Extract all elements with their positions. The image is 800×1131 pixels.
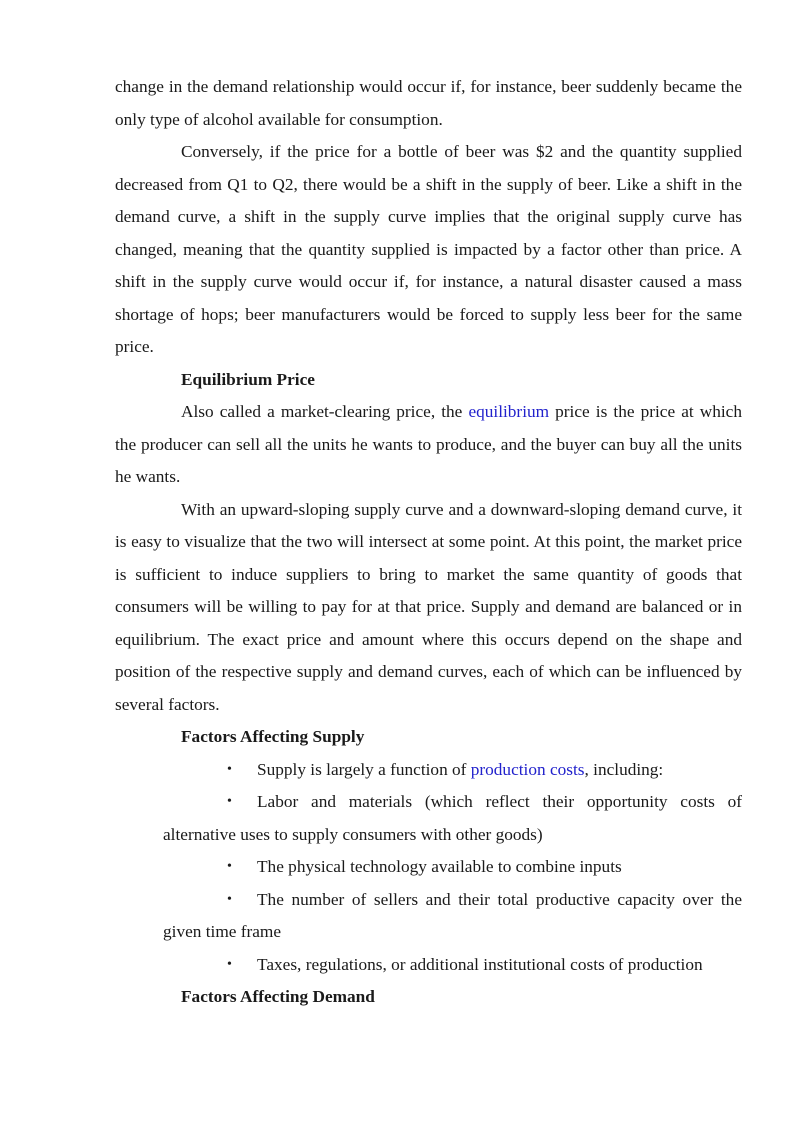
production-costs-link[interactable]: production costs	[470, 759, 585, 779]
bullet-icon: •	[227, 761, 232, 777]
paragraph-curves: With an upward-sloping supply curve and a downward-sloping demand curve, it is easy to visualize that the two will intersect at some point. At this point, the market price is sufficient to induce suppliers to bring to market the same quantity of goods that consumers will be willing to pay for at that price. Supply and demand are balanced or in equilibrium. The exact price and amount where this occurs depend on the shape and position of the respective supply and demand curves, each of which can be influenced by several factors.	[115, 499, 742, 714]
heading-equilibrium-price: Equilibrium Price	[181, 369, 315, 389]
paragraph-supply-shift: Conversely, if the price for a bottle of beer was $2 and the quantity supplied decreased from Q1 to Q2, there would be a shift in the supply of beer. Like a shift in the demand curve, a shift in the supply curve implies that the original supply curve has changed, meaning that the quantity supplied is impacted by a factor other than price. A shift in the supply curve would occur if, for instance, a natural disaster caused a mass shortage of hops; beer manufacturers would be forced to supply less beer for the same price.	[115, 142, 742, 356]
equilibrium-link[interactable]: equilibrium	[468, 402, 550, 421]
text-span: , including:	[584, 759, 664, 779]
bullet-text: Labor and materials (which reflect their opportunity costs of alternative uses to supply consumers with other goods)	[163, 792, 742, 844]
text-span: Supply is largely a function of	[257, 759, 471, 779]
list-item	[115, 884, 742, 949]
paragraph-equilibrium	[115, 396, 742, 494]
paragraph-demand-shift: change in the demand relationship would occur if, for instance, beer suddenly became the only type of alcohol available for consumption.	[115, 77, 742, 129]
list-item	[115, 754, 742, 787]
list-item	[115, 949, 742, 982]
list-item	[115, 851, 742, 884]
bullet-icon: •	[227, 859, 232, 874]
bullet-icon: •	[227, 794, 232, 809]
document-page	[115, 71, 742, 1014]
text-span: price is the price at which the producer can sell all the units he wants to produce, and the buyer can buy all the units he wants.	[115, 402, 742, 486]
bullet-text: Taxes, regulations, or additional institutional costs of production	[257, 954, 703, 974]
heading-factors-supply: Factors Affecting Supply	[181, 727, 365, 746]
bullet-text: The number of sellers and their total productive capacity over the given time frame	[163, 889, 742, 941]
bullet-text	[163, 754, 742, 787]
bullet-icon: •	[227, 891, 232, 907]
text-span: Also called a market-clearing price, the	[181, 402, 469, 421]
bullet-text: The physical technology available to combine inputs	[257, 857, 622, 876]
list-item	[115, 786, 742, 851]
bullet-icon: •	[227, 956, 232, 972]
heading-factors-demand: Factors Affecting Demand	[181, 987, 375, 1006]
